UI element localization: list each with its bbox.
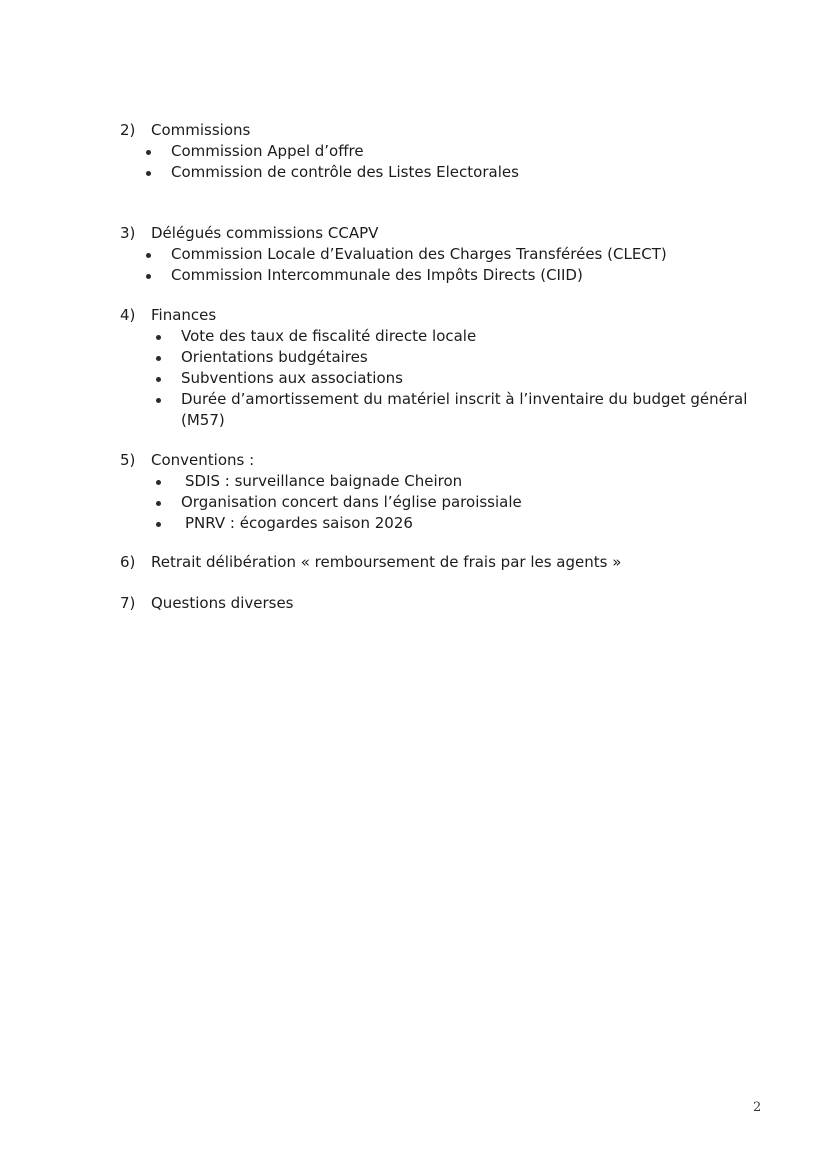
agenda-section-finances: [120, 305, 780, 431]
bullet-icon: [156, 480, 161, 485]
bullet-icon: [146, 171, 151, 176]
section-items: [120, 326, 780, 431]
section-heading: [120, 552, 780, 573]
section-number: 6): [120, 553, 136, 571]
list-item: [120, 347, 780, 368]
section-heading: [120, 305, 780, 326]
list-item-text: Vote des taux de fiscalité directe locale: [181, 327, 477, 345]
section-number: 5): [120, 451, 136, 469]
agenda-section-questions: [120, 593, 780, 614]
bullet-icon: [156, 377, 161, 382]
list-item: [120, 141, 780, 162]
section-heading: [120, 120, 780, 141]
section-items: [120, 244, 780, 286]
agenda-section-commissions: [120, 120, 780, 183]
bullet-icon: [156, 356, 161, 361]
list-item-text: Commission Appel d’offre: [171, 142, 364, 160]
list-item: [120, 244, 780, 265]
list-item: [120, 471, 780, 492]
section-title: Questions diverses: [151, 594, 294, 612]
section-items: [120, 141, 780, 183]
list-item-text: Organisation concert dans l’église paroissiale: [181, 493, 522, 511]
list-item-text: Commission Locale d’Evaluation des Charges Transférées (CLECT): [171, 245, 667, 263]
section-heading: [120, 223, 780, 244]
list-item: [120, 326, 780, 347]
section-number: 2): [120, 121, 136, 139]
list-item: [120, 492, 780, 513]
list-item: [120, 368, 780, 389]
list-item-text: Commission Intercommunale des Impôts Directs (CIID): [171, 266, 583, 284]
agenda-section-delegues: [120, 223, 780, 286]
section-title: Délégués commissions CCAPV: [151, 224, 379, 242]
section-heading: [120, 593, 780, 614]
section-title: Finances: [151, 306, 217, 324]
list-item-text: SDIS : surveillance baignade Cheiron: [185, 472, 463, 490]
page-number: 2: [753, 1100, 762, 1115]
bullet-icon: [156, 522, 161, 527]
list-item: [120, 162, 780, 183]
list-item: [120, 389, 780, 431]
section-number: 4): [120, 306, 136, 324]
section-title: Commissions: [151, 121, 251, 139]
bullet-icon: [156, 335, 161, 340]
section-number: 7): [120, 594, 136, 612]
list-item-text: Orientations budgétaires: [181, 348, 368, 366]
bullet-icon: [156, 501, 161, 506]
section-title: Retrait délibération « remboursement de frais par les agents »: [151, 553, 622, 571]
section-number: 3): [120, 224, 136, 242]
list-item-text: Commission de contrôle des Listes Electorales: [171, 163, 519, 181]
list-item-text: PNRV : écogardes saison 2026: [185, 514, 413, 532]
agenda-section-conventions: [120, 450, 780, 534]
list-item: [120, 513, 780, 534]
bullet-icon: [146, 274, 151, 279]
section-title: Conventions :: [151, 451, 255, 469]
agenda-section-retrait: [120, 552, 780, 573]
section-items: [120, 471, 780, 534]
list-item-text: Durée d’amortissement du matériel inscrit à l’inventaire du budget général (M57): [181, 390, 748, 429]
list-item-text: Subventions aux associations: [181, 369, 403, 387]
bullet-icon: [146, 253, 151, 258]
bullet-icon: [156, 398, 161, 403]
section-heading: [120, 450, 780, 471]
list-item: [120, 265, 780, 286]
bullet-icon: [146, 150, 151, 155]
